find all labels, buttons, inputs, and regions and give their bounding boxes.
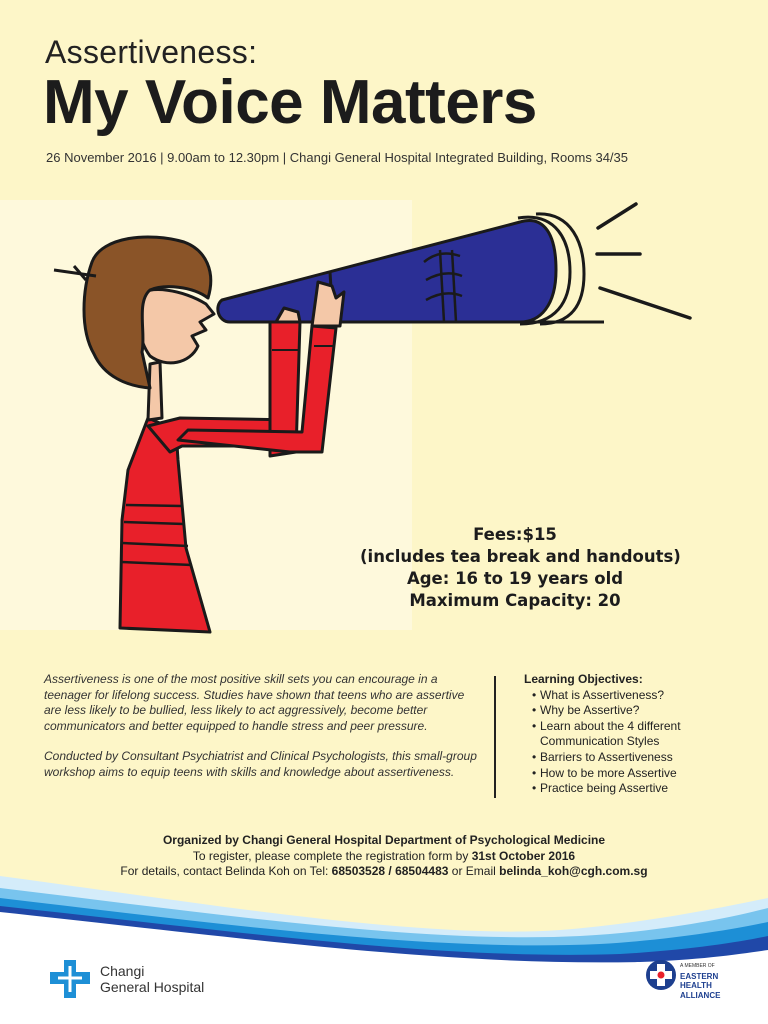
capacity-text: Maximum Capacity: 20: [409, 591, 621, 610]
page-title: My Voice Matters: [43, 68, 537, 137]
objective-item: • Why be Assertive?: [540, 703, 700, 719]
eha-cross-globe-logo-icon: [644, 958, 678, 992]
age-text: Age: 16 to 19 years old: [406, 569, 624, 588]
register-line: To register, please complete the registration form by 31st October 2016: [192, 848, 576, 863]
objective-item: • Practice being Assertive: [540, 781, 700, 797]
intro-text: [44, 672, 484, 796]
register-deadline: 31st October 2016: [471, 848, 576, 863]
fees-block: [360, 524, 681, 612]
learning-objectives: [524, 672, 700, 797]
objectives-heading: Learning Objectives:: [524, 672, 643, 686]
footer-band: [0, 870, 768, 1024]
cgh-name: Changi General Hospital: [100, 963, 205, 995]
objective-item: • Learn about the 4 different Communication Styles: [540, 719, 700, 750]
objectives-list: [524, 688, 700, 797]
contact-email-link[interactable]: belinda_koh@cgh.com.sg: [499, 864, 648, 878]
objective-item: • How to be more Assertive: [540, 766, 700, 782]
fees-text: Fees:$15: [473, 525, 557, 544]
intro-paragraph-2: Conducted by Consultant Psychiatrist and Clinical Psychologists, this small-group workshop aims to equip teens with skills and knowledge about assertiveness.: [44, 749, 477, 779]
organizer-line: Organized by Changi General Hospital Department of Psychological Medicine: [162, 833, 606, 847]
intro-paragraph-1: Assertiveness is one of the most positive skill sets you can encourage in a teenager for lifelong success. Studies have shown that teens who are assertive are less likely to be bullied, less likely to act aggressively, become better communicators and better equipped to handle stress and peer pressure.: [44, 672, 465, 733]
pre-title: Assertiveness:: [45, 34, 258, 70]
eha-text: A MEMBER OF EASTERN HEALTH ALLIANCE: [680, 963, 721, 1000]
objective-item: • What is Assertiveness?: [540, 688, 700, 704]
contact-phone[interactable]: 68503528 / 68504483: [331, 864, 449, 878]
contact-line: For details, contact Belinda Koh on Tel: 68503528 / 68504483 or Email belinda_koh@cgh.com.sg: [120, 864, 648, 878]
event-info: 26 November 2016 | 9.00am to 12.30pm | Changi General Hospital Integrated Building, Rooms 34/35: [46, 150, 628, 165]
cgh-cross-logo-icon: [48, 958, 92, 1000]
includes-text: (includes tea break and handouts): [360, 547, 681, 566]
column-divider: [494, 676, 496, 798]
objective-item: • Barriers to Assertiveness: [540, 750, 700, 766]
shout-lines-icon: [597, 204, 690, 318]
